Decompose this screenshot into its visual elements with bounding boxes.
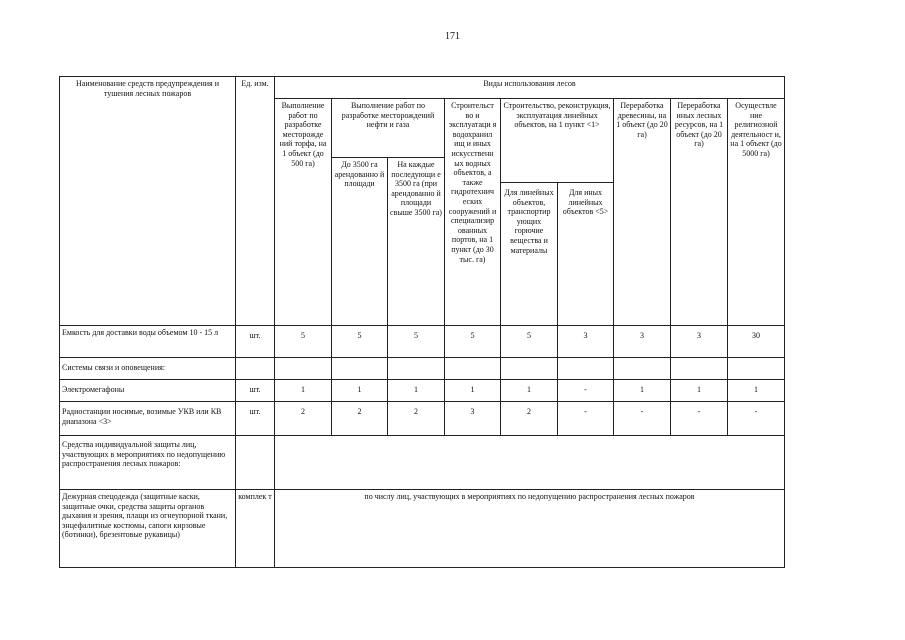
cell-value: -: [614, 402, 671, 436]
cell-value: 1: [275, 380, 332, 402]
header-linear-b: Для иных линейных объектов <5>: [558, 183, 614, 326]
cell-value: 2: [501, 402, 558, 436]
cell-value: 5: [332, 326, 388, 358]
merged-value: по числу лиц, участвующих в мероприятиях по недопущению распространения лесных пожаров: [275, 490, 785, 568]
row-name: Электромегафоны: [60, 380, 236, 402]
cell-value: 30: [728, 326, 785, 358]
cell-value: -: [728, 402, 785, 436]
row-name: Емкость для доставки воды объемом 10 - 15 л: [60, 326, 236, 358]
cell-value: 2: [332, 402, 388, 436]
cell-value: 1: [332, 380, 388, 402]
cell-value: 1: [501, 380, 558, 402]
cell-value: 5: [501, 326, 558, 358]
header-oilgas: Выполнение работ по разработке месторождений нефти и газа: [332, 99, 445, 158]
row-unit: шт.: [236, 326, 275, 358]
row-unit: шт.: [236, 402, 275, 436]
cell-value: -: [558, 380, 614, 402]
cell-value: 3: [558, 326, 614, 358]
header-oilgas-b: На каждые последующи е 3500 га (при арендованно й площади свыше 3500 га): [388, 158, 445, 326]
cell-value: 5: [388, 326, 445, 358]
header-types-title: Виды использования лесов: [275, 77, 785, 99]
header-linear: Строительство, реконструкция, эксплуатация линейных объектов, на 1 пункт <1>: [501, 99, 614, 183]
row-unit: комплек т: [236, 490, 275, 568]
header-reservoirs: Строительст во и эксплуатаци я водохранил ищ и иных искусственн ых водных объектов, а также гидротехнич еских сооружений и специализир ованных портов, на 1 пункт (до 30 тыс. га): [445, 99, 501, 326]
table-row: [60, 402, 785, 436]
row-unit: шт.: [236, 380, 275, 402]
row-name: Дежурная спецодежда (защитные каски, защитные очки, средства защиты органов дыхания и зрения, плащи из огнеупорной ткани, энцефалитные костюмы, сапоги кирзовые (ботинки), брезентовые рукавицы): [60, 490, 236, 568]
cell-value: 1: [388, 380, 445, 402]
fire-prevention-table: [59, 76, 785, 568]
table-row: [60, 490, 785, 568]
row-name: Средства индивидуальной защиты лиц, участвующих в мероприятиях по недопущению распространения лесных пожаров:: [60, 436, 236, 490]
cell-value: 3: [614, 326, 671, 358]
cell-value: 2: [275, 402, 332, 436]
table-row: [60, 380, 785, 402]
table-row-section: [60, 436, 785, 490]
cell-value: 5: [275, 326, 332, 358]
header-linear-a: Для линейных объектов, транспортир ующих горючие вещества и материалы: [501, 183, 558, 326]
header-religious: Осуществле ние религиозной деятельност и, на 1 объект (до 5000 га): [728, 99, 785, 326]
header-oilgas-a: До 3500 га арендованно й площади: [332, 158, 388, 326]
header-unit-col: Ед. изм.: [236, 77, 275, 326]
cell-value: -: [671, 402, 728, 436]
cell-value: 1: [728, 380, 785, 402]
header-peat: Выполнение работ по разработке месторожде ний торфа, на 1 объект (до 500 га): [275, 99, 332, 326]
cell-value: 2: [388, 402, 445, 436]
header-wood: Переработка древесины, на 1 объект (до 20 га): [614, 99, 671, 326]
row-name: Системы связи и оповещения:: [60, 358, 236, 380]
cell-value: 3: [445, 402, 501, 436]
cell-value: 1: [445, 380, 501, 402]
table-row-section: [60, 358, 785, 380]
table-row: [60, 326, 785, 358]
cell-value: -: [558, 402, 614, 436]
cell-value: 1: [614, 380, 671, 402]
row-name: Радиостанции носимые, возимые УКВ или КВ диапазона <3>: [60, 402, 236, 436]
header-name-col: Наименование средств предупреждения и тушения лесных пожаров: [60, 77, 236, 326]
header-other-resources: Переработка иных лесных ресурсов, на 1 объект (до 20 га): [671, 99, 728, 326]
page-number: 171: [445, 31, 460, 42]
cell-value: 1: [671, 380, 728, 402]
cell-value: 3: [671, 326, 728, 358]
cell-value: 5: [445, 326, 501, 358]
